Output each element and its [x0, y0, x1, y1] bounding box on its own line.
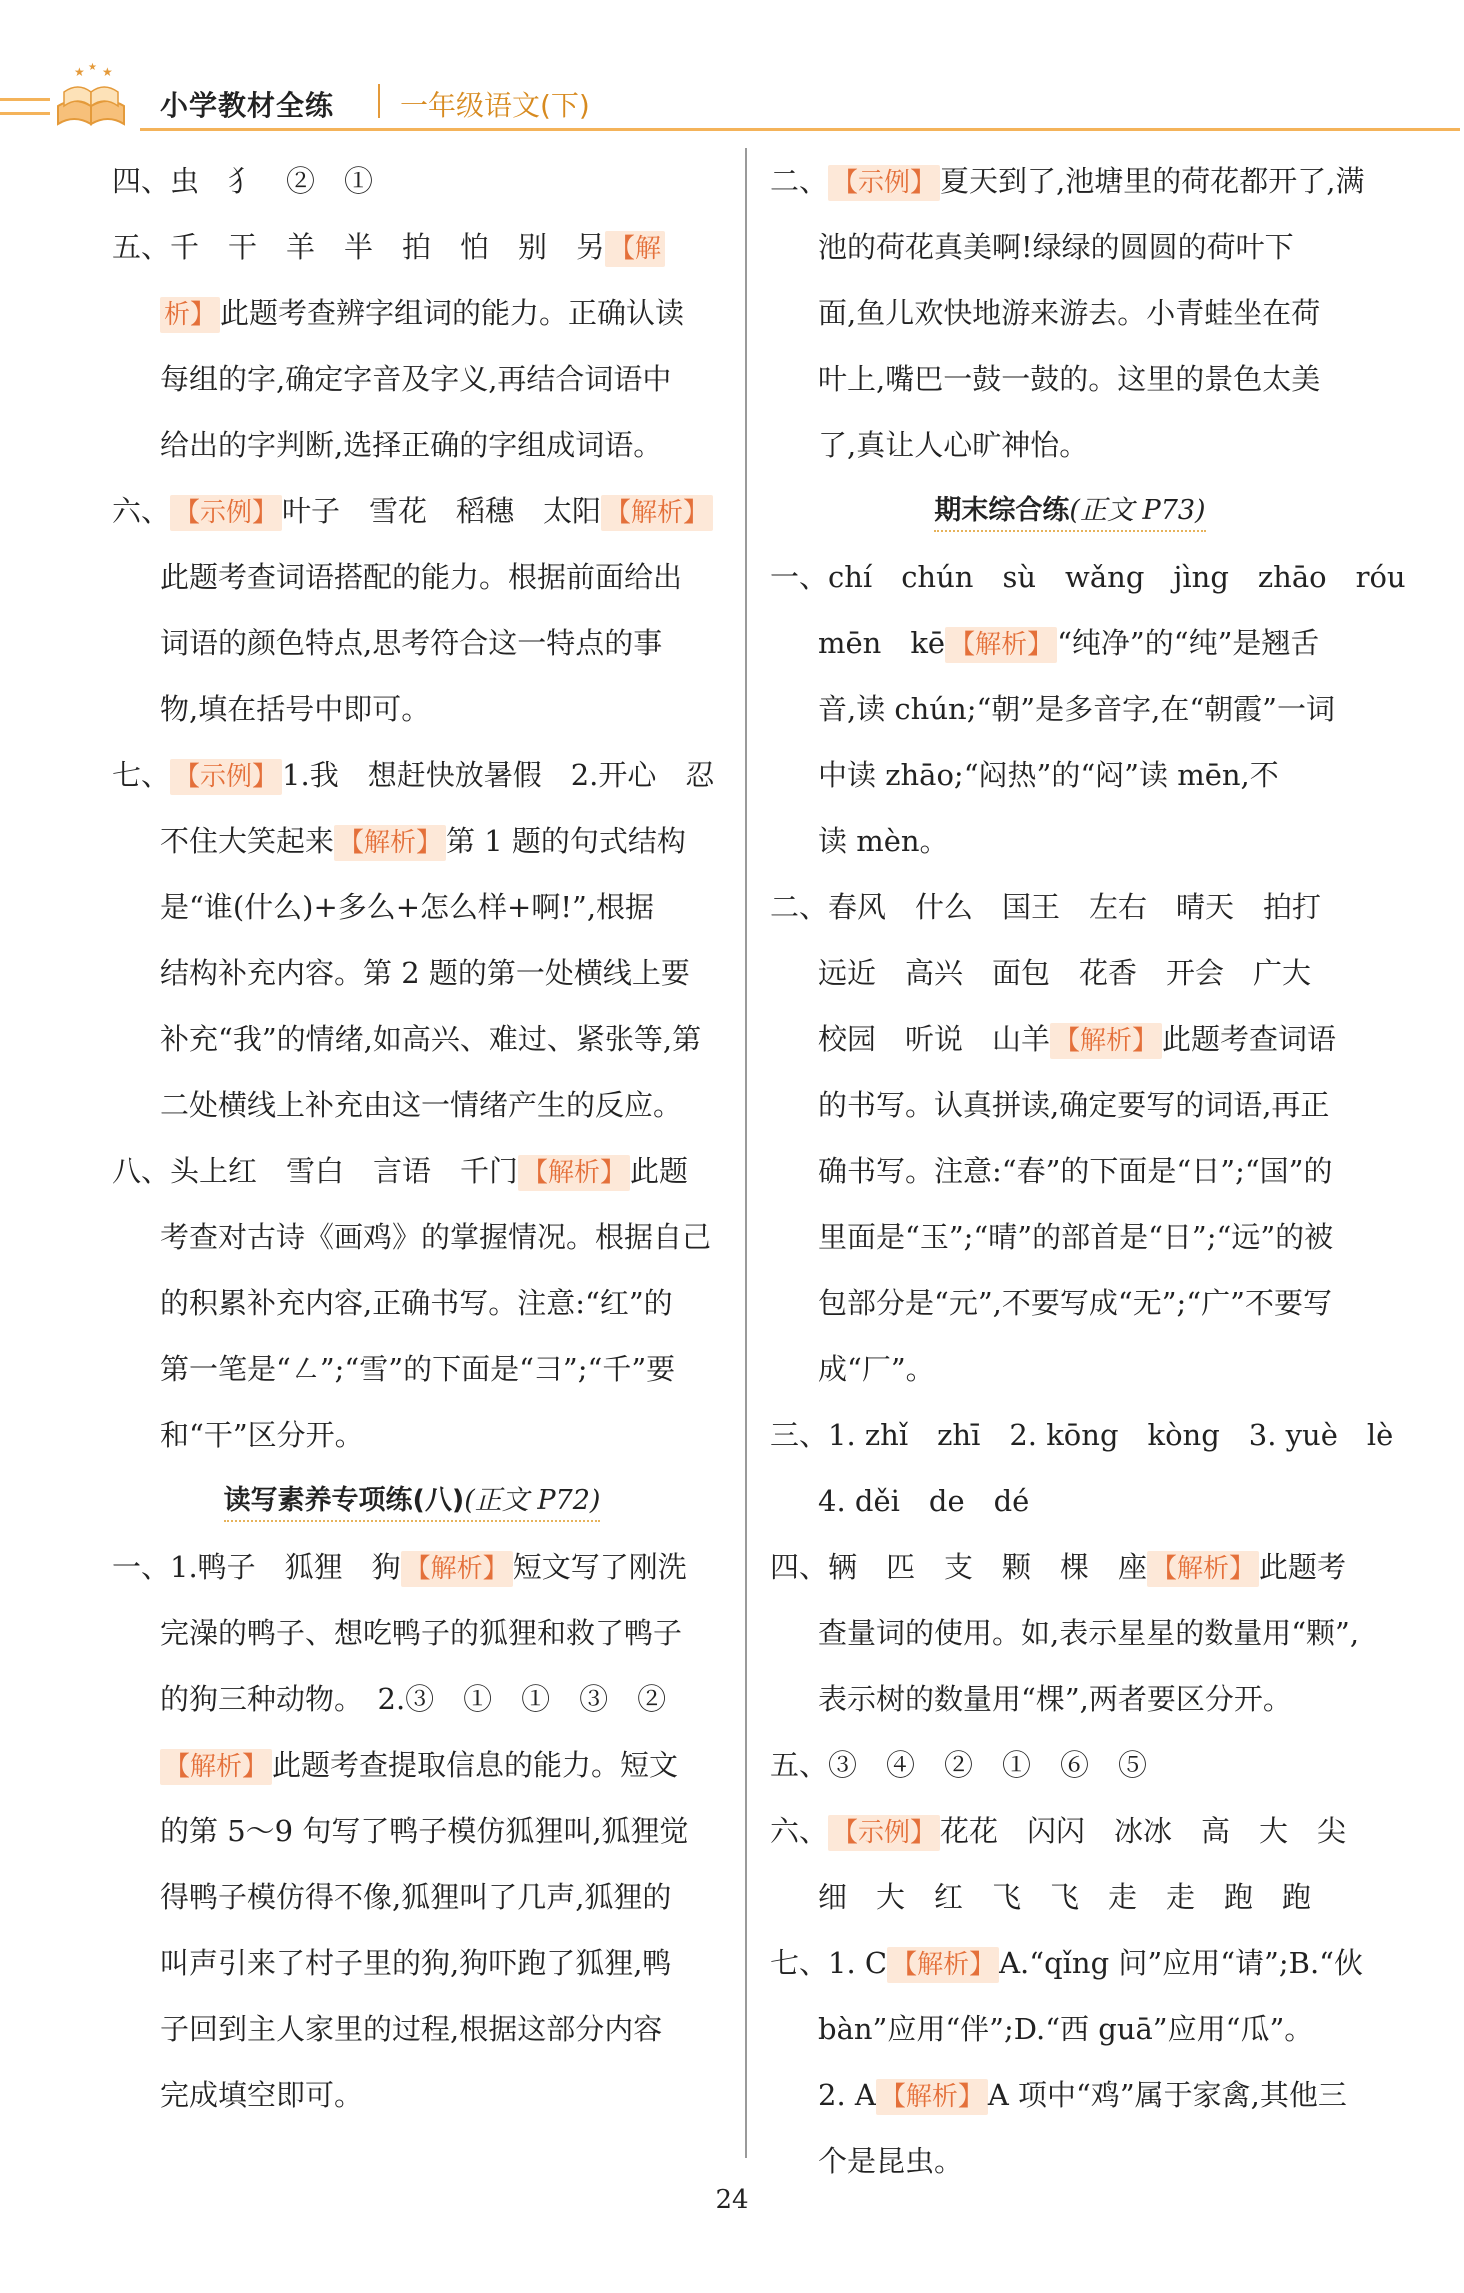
line-text: 八、头上红 雪白 言语 千门 — [112, 1154, 519, 1188]
text-line — [770, 874, 1370, 940]
text-line — [770, 676, 1370, 742]
analysis-tag: 【解析】 — [1147, 1551, 1259, 1587]
section-name: 读写素养专项练(八) — [223, 1485, 465, 1516]
line-text: 远近 高兴 面包 花香 开会 广大 — [818, 956, 1312, 990]
line-text: 物,填在括号中即可。 — [160, 692, 431, 726]
analysis-tag: 【解析】 — [401, 1551, 513, 1587]
left-column — [112, 148, 715, 2128]
text-line — [112, 1600, 712, 1666]
line-text: 面,鱼儿欢快地游来游去。小青蛙坐在荷 — [818, 296, 1321, 330]
text-line — [770, 808, 1370, 874]
line-text: 得鸭子模仿得不像,狐狸叫了几声,狐狸的 — [160, 1880, 672, 1914]
analysis-tag: 【解析】 — [334, 825, 446, 861]
text-line — [112, 742, 715, 808]
text-line — [112, 148, 712, 214]
text-line — [770, 1534, 1370, 1600]
text-line — [770, 1930, 1370, 1996]
line-text: 1.我 想赶快放暑假 2.开心 忍 — [282, 758, 715, 792]
page-header — [0, 62, 1464, 140]
line-text: 词语的颜色特点,思考符合这一特点的事 — [160, 626, 663, 660]
text-line — [770, 1336, 1370, 1402]
line-text: 夏天到了,池塘里的荷花都开了,满 — [940, 164, 1365, 198]
line-text: 确书写。注意:“春”的下面是“日”;“国”的 — [818, 1154, 1333, 1188]
line-text: 二、春风 什么 国王 左右 晴天 拍打 — [770, 890, 1322, 924]
text-line — [770, 1732, 1370, 1798]
line-text: 包部分是“元”,不要写成“无”;“广”不要写 — [818, 1286, 1332, 1320]
line-text: 每组的字,确定字音及字义,再结合词语中 — [160, 362, 672, 396]
line-text: 此题考查词语搭配的能力。根据前面给出 — [160, 560, 683, 594]
line-text: 三、1. zhǐ zhī 2. kōng kòng 3. yuè lè — [770, 1418, 1394, 1452]
line-text: 此题考查辨字组词的能力。正确认读 — [220, 296, 685, 330]
text-line — [112, 1402, 712, 1468]
text-line — [770, 1270, 1370, 1336]
line-text: 花花 闪闪 冰冰 高 大 尖 — [940, 1814, 1347, 1848]
text-line — [112, 280, 712, 346]
line-text: 补充“我”的情绪,如高兴、难过、紧张等,第 — [160, 1022, 702, 1056]
line-text: 的第 5～9 句写了鸭子模仿狐狸叫,狐狸觉 — [160, 1814, 689, 1848]
analysis-tag: 【解析】 — [876, 2079, 988, 2115]
line-text: 二处横线上补充由这一情绪产生的反应。 — [160, 1088, 683, 1122]
line-text: 查量词的使用。如,表示星星的数量用“颗”, — [818, 1616, 1360, 1650]
text-line — [770, 214, 1370, 280]
example-tag: 【示例】 — [828, 165, 940, 201]
book-title: 小学教材全练 — [160, 89, 335, 122]
line-text: A.“qǐng 问”应用“请”;B.“伙 — [999, 1946, 1363, 1980]
line-text: 和“干”区分开。 — [160, 1418, 364, 1452]
example-tag: 【示例】 — [170, 495, 282, 531]
text-line — [770, 1600, 1370, 1666]
section-page-ref: (正文 P73) — [1069, 495, 1206, 526]
item-number: 六、 — [112, 494, 171, 528]
line-text: A 项中“鸡”属于家禽,其他三 — [987, 2078, 1347, 2112]
line-text: 的书写。认真拼读,确定要写的词语,再正 — [818, 1088, 1330, 1122]
text-line — [112, 1798, 712, 1864]
line-text: 此题 — [630, 1154, 689, 1188]
section-page-ref: (正文 P72) — [464, 1485, 601, 1516]
analysis-tag: 【解 — [605, 231, 665, 267]
text-line — [112, 1534, 712, 1600]
section-title-text — [934, 495, 1205, 532]
book-subtitle: 一年级语文(下) — [400, 89, 590, 122]
line-text: 的狗三种动物。 2.③ ① ① ③ ② — [160, 1682, 667, 1716]
line-text: 此题考 — [1259, 1550, 1347, 1584]
text-line — [770, 1006, 1370, 1072]
line-text: 结构补充内容。第 2 题的第一处横线上要 — [160, 956, 690, 990]
page-number: 24 — [715, 2185, 749, 2215]
line-text: 池的荷花真美啊!绿绿的圆圆的荷叶下 — [818, 230, 1294, 264]
line-text: bàn”应用“伴”;D.“西 guā”应用“瓜”。 — [818, 2012, 1314, 2046]
text-line — [770, 346, 1370, 412]
text-line — [770, 1996, 1370, 2062]
line-text: 四、辆 匹 支 颗 棵 座 — [770, 1550, 1148, 1584]
svg-text:★: ★ — [74, 65, 85, 79]
line-text: 不住大笑起来 — [160, 824, 335, 858]
line-text: 的积累补充内容,正确书写。注意:“红”的 — [160, 1286, 673, 1320]
line-text: 4. děi de dé — [818, 1484, 1030, 1518]
line-text: 了,真让人心旷神怡。 — [818, 428, 1089, 462]
line-text: 中读 zhāo;“闷热”的“闷”读 mēn,不 — [818, 758, 1279, 792]
text-line — [770, 2062, 1370, 2128]
item-number: 七、 — [112, 758, 171, 792]
line-text: 一、1.鸭子 狐狸 狗 — [112, 1550, 401, 1584]
line-text: 五、千 干 羊 半 拍 怕 别 另 — [112, 230, 606, 264]
text-line — [770, 1138, 1370, 1204]
text-line — [770, 1204, 1370, 1270]
section-name: 期末综合练 — [934, 495, 1070, 526]
text-line — [112, 940, 712, 1006]
item-number: 二、 — [770, 164, 829, 198]
line-text: 细 大 红 飞 飞 走 走 跑 跑 — [818, 1880, 1312, 1914]
text-line — [112, 1336, 712, 1402]
text-line — [112, 1204, 712, 1270]
example-tag: 【示例】 — [170, 759, 282, 795]
text-line — [770, 1864, 1370, 1930]
text-line — [112, 412, 712, 478]
line-text: 五、③ ④ ② ① ⑥ ⑤ — [770, 1748, 1148, 1782]
line-text: 第一笔是“㇜”;“雪”的下面是“彐”;“千”要 — [160, 1352, 676, 1386]
text-line — [112, 478, 712, 544]
open-book-icon — [52, 62, 130, 128]
svg-text:★: ★ — [102, 65, 113, 79]
item-number: 六、 — [770, 1814, 829, 1848]
line-text: 考查对古诗《画鸡》的掌握情况。根据自己 — [160, 1220, 712, 1254]
section-title — [112, 1468, 712, 1534]
analysis-tag: 【解析】 — [518, 1155, 630, 1191]
line-text: 个是昆虫。 — [818, 2144, 964, 2178]
text-line — [112, 676, 712, 742]
text-line — [770, 412, 1370, 478]
text-line — [112, 1138, 712, 1204]
text-line — [112, 214, 712, 280]
line-text: 此题考查提取信息的能力。短文 — [272, 1748, 679, 1782]
text-line — [112, 2062, 712, 2128]
text-line — [112, 1930, 712, 1996]
text-line — [112, 346, 712, 412]
analysis-tag: 【解析】 — [1050, 1023, 1162, 1059]
line-text: 子回到主人家里的过程,根据这部分内容 — [160, 2012, 663, 2046]
text-line — [770, 940, 1370, 1006]
line-text: 此题考查词语 — [1162, 1022, 1337, 1056]
text-line — [112, 1996, 712, 2062]
text-line — [770, 148, 1370, 214]
line-text: 叫声引来了村子里的狗,狗吓跑了狐狸,鸭 — [160, 1946, 672, 1980]
header-separator — [378, 84, 380, 118]
text-line — [770, 1468, 1370, 1534]
text-line — [112, 610, 712, 676]
text-line — [770, 610, 1370, 676]
text-line — [112, 808, 712, 874]
text-line — [770, 1666, 1370, 1732]
line-text: 七、1. C — [770, 1946, 888, 1980]
line-text: 一、chí chún sù wǎng jìng zhāo róu — [770, 560, 1406, 594]
text-line — [770, 1402, 1394, 1468]
header-rule — [140, 128, 1460, 131]
line-text: 完成填空即可。 — [160, 2078, 364, 2112]
line-text: 完澡的鸭子、想吃鸭子的狐狸和救了鸭子 — [160, 1616, 683, 1650]
text-line — [112, 1006, 712, 1072]
line-text: 四、虫 犭 ② ① — [112, 164, 374, 198]
analysis-tag: 【解析】 — [887, 1947, 999, 1983]
line-text: 叶子 雪花 稻穗 太阳 — [282, 494, 602, 528]
text-line — [770, 1798, 1370, 1864]
section-title — [770, 478, 1370, 544]
text-line — [770, 1072, 1370, 1138]
line-text: 第 1 题的句式结构 — [446, 824, 686, 858]
line-text: 2. A — [818, 2078, 876, 2112]
line-text: 里面是“玉”;“晴”的部首是“日”;“远”的被 — [818, 1220, 1334, 1254]
svg-text:★: ★ — [88, 62, 97, 73]
text-line — [112, 1270, 712, 1336]
example-tag: 【示例】 — [828, 1815, 940, 1851]
text-line — [770, 742, 1370, 808]
text-line — [112, 1666, 712, 1732]
analysis-tag: 析】 — [160, 297, 220, 333]
analysis-tag: 【解析】 — [601, 495, 713, 531]
line-text: 校园 听说 山羊 — [818, 1022, 1051, 1056]
line-text: 成“厂”。 — [818, 1352, 935, 1386]
line-text: 短文写了刚洗 — [512, 1550, 687, 1584]
text-line — [112, 544, 712, 610]
text-line — [112, 874, 712, 940]
text-line — [770, 544, 1406, 610]
text-line — [112, 1864, 712, 1930]
section-title-text — [224, 1485, 601, 1522]
text-line — [112, 1732, 712, 1798]
text-line — [770, 280, 1370, 346]
line-text: 叶上,嘴巴一鼓一鼓的。这里的景色太美 — [818, 362, 1321, 396]
line-text: “纯净”的“纯”是翘舌 — [1057, 626, 1320, 660]
header-decor-line — [0, 112, 50, 115]
line-text: 读 mèn。 — [818, 824, 949, 858]
text-line — [112, 1072, 712, 1138]
line-text: 给出的字判断,选择正确的字组成词语。 — [160, 428, 663, 462]
line-text: 音,读 chún;“朝”是多音字,在“朝霞”一词 — [818, 692, 1336, 726]
analysis-tag: 【解析】 — [160, 1749, 272, 1785]
line-text: 是“谁(什么)+多么+怎么样+啊!”,根据 — [160, 890, 655, 924]
right-column — [770, 148, 1406, 2194]
line-text: mēn kē — [818, 626, 946, 660]
header-decor-line — [0, 98, 50, 101]
analysis-tag: 【解析】 — [945, 627, 1057, 663]
column-divider — [745, 148, 747, 2158]
line-text: 表示树的数量用“棵”,两者要区分开。 — [818, 1682, 1292, 1716]
